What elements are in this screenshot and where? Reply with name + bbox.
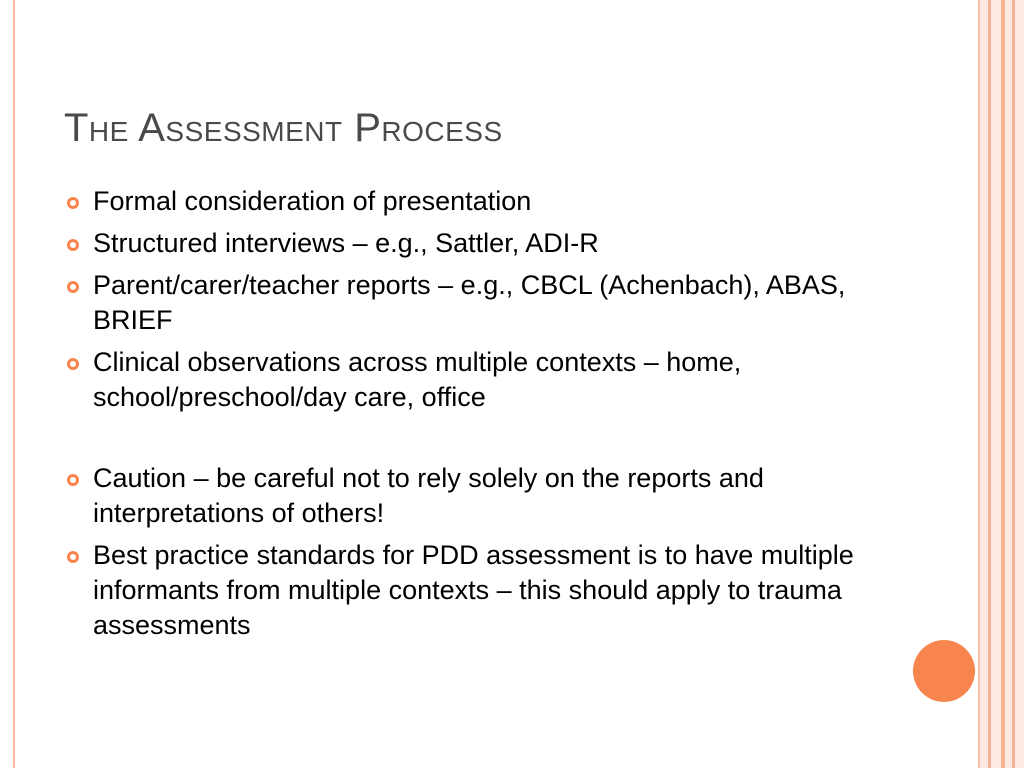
- bullet-item: [64, 345, 924, 415]
- bullet-item: [64, 538, 924, 643]
- bullet-text: Parent/carer/teacher reports – e.g., CBCL (Achenbach), ABAS, BRIEF: [93, 270, 846, 335]
- bullet-text: Structured interviews – e.g., Sattler, ADI-R: [93, 228, 599, 258]
- bullet-text: Formal consideration of presentation: [93, 186, 532, 216]
- bullet-item: [64, 461, 924, 531]
- bullet-list: [64, 184, 924, 650]
- bullet-circle-icon: [67, 239, 79, 251]
- bullet-circle-icon: [67, 474, 79, 486]
- bullet-circle-icon: [67, 281, 79, 293]
- bullet-circle-icon: [67, 358, 79, 370]
- slide-title: The Assessment Process: [64, 106, 503, 150]
- slide-left-border: [0, 0, 15, 768]
- bullet-circle-icon: [67, 551, 79, 563]
- decorative-stripe: [1001, 0, 1005, 768]
- bullet-item: [64, 226, 924, 261]
- bullet-text: Caution – be careful not to rely solely on the reports and interpretations of others!: [93, 463, 764, 528]
- decorative-stripe: [1012, 0, 1015, 768]
- bullet-circle-icon: [67, 197, 79, 209]
- bullet-text: Clinical observations across multiple contexts – home, school/preschool/day care, office: [93, 347, 742, 412]
- bullet-text: Best practice standards for PDD assessment is to have multiple informants from multiple contexts – this should apply to trauma assessments: [93, 540, 854, 640]
- bullet-item: [64, 184, 924, 219]
- decorative-stripe: [988, 0, 991, 768]
- bullet-item: [64, 268, 924, 338]
